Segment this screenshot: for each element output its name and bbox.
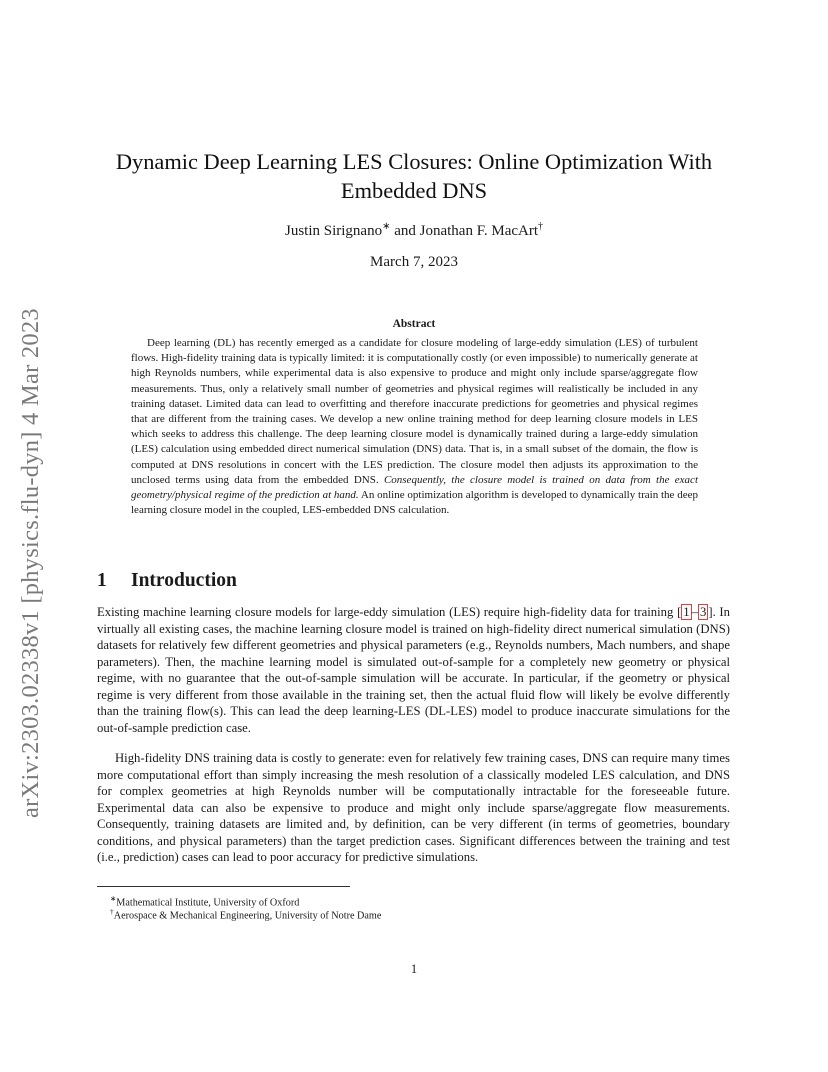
footnote-text: Mathematical Institute, University of Oxford [116,897,300,909]
author-footnote-mark[interactable]: ∗ [382,221,391,232]
page-number: 1 [410,962,418,976]
author-conjunction: and [394,223,416,239]
footnote-divider [97,886,350,887]
paragraph-text: Existing machine learning closure models for large-eddy simulation (LES) require high-fidelity data for training [97,605,678,619]
publication-date: March 7, 2023 [370,254,458,270]
abstract-heading: Abstract [392,318,436,330]
paragraph [97,604,730,736]
citation-bracket: [ [677,605,682,619]
author-footnote-mark[interactable]: † [538,221,543,232]
author-name: Jonathan F. MacArt [419,223,538,239]
section-heading [97,570,237,592]
footnote-mark: ∗ [110,894,117,903]
citation-link[interactable]: 1 [683,605,690,619]
section-title: Introduction [131,570,237,591]
footnote-text: Aerospace & Mechanical Engineering, University of Notre Dame [113,910,382,922]
section-number: 1 [97,570,107,591]
abstract-text-part: Deep learning (DL) has recently emerged as a candidate for closure modeling of large-eddy simulation (LES) of turbulent flows. High-fidelity training data is typically limited: it is computationally costly (or even impossible) to numerically generate at high Reynolds numbers, while experimental data is also expensive to produce and might only include sparse/aggregate flow measurements. Thus, only a relatively small number of geometries and physical regimes will realistically be included in any training dataset. Limited data can lead to overfitting and therefore inaccurate predictions for geometries and physical regimes that are different from the training cases. We develop a new online training method for deep learning closure models in LES which seeks to address this challenge. The deep learning closure model is dynamically trained during a large-eddy simulation (LES) calculation using embedded direct numerical simulation (DNS) data. That is, in a small subset of the domain, the flow is computed at DNS resolutions in concert with the LES prediction. The closure model then adjusts its approximation to the unclosed terms using data from the embedded DNS. [131,337,698,486]
arxiv-identifier-stamp: arXiv:2303.02338v1 [physics.flu-dyn] 4 Mar 2023 [17,308,44,818]
author-list [80,221,748,240]
author-name: Justin Sirignano [284,223,383,239]
paper-title: Dynamic Deep Learning LES Closures: Online Optimization With Embedded DNS [115,149,713,203]
citation-dash: – [691,605,698,619]
footnote-mark: † [110,907,114,916]
citation-bracket: ] [708,605,713,619]
paragraph: High-fidelity DNS training data is costly to generate: even for relatively few training cases, DNS can require many times more computational effort than simply increasing the mesh resolution of a classically modeled LES calculation, and DNS for complex geometries at high Reynolds number will be computationally intractable for the foreseeable future. Experimental data can also be expensive to produce and might only include sparse/aggregate flow measurements. Consequently, training datasets are limited and, by definition, can be very different (in terms of geometries, boundary conditions, and physical parameters) than the target prediction cases. Significant differences between the training and test (i.e., prediction) cases can lead to poor accuracy for predictive simulations. [97,751,730,864]
footnote [110,905,381,922]
abstract-text [131,336,698,518]
abstract-italic-text: Consequently, the closure model is trained on data from the exact geometry/physical regime of the prediction at hand. [131,473,698,502]
abstract-text-part: An online optimization algorithm is developed to dynamically train the deep learning closure model in the coupled, LES-embedded DNS calculation. [131,489,698,517]
citation-link[interactable]: 3 [699,605,707,619]
paragraph-text: . In virtually all existing cases, the machine learning closure model is trained on high-fidelity direct numerical simulation (DNS) datasets for relatively few different geometries and physical parameters (e.g., Reynolds numbers, Mach numbers, and shape parameters). Then, the machine learning model is simulated out-of-sample for a completely new geometry or physical regime, with no guarantee that the out-of-sample simulation will be accurate. In particular, if the geometry or physical regime is very different from those available in the training set, then the actual fluid flow will likely be evolve differently than the training flow(s). This can lead the deep learning-LES (DL-LES) model to produce inaccurate simulations for the out-of-sample prediction case. [97,605,731,735]
